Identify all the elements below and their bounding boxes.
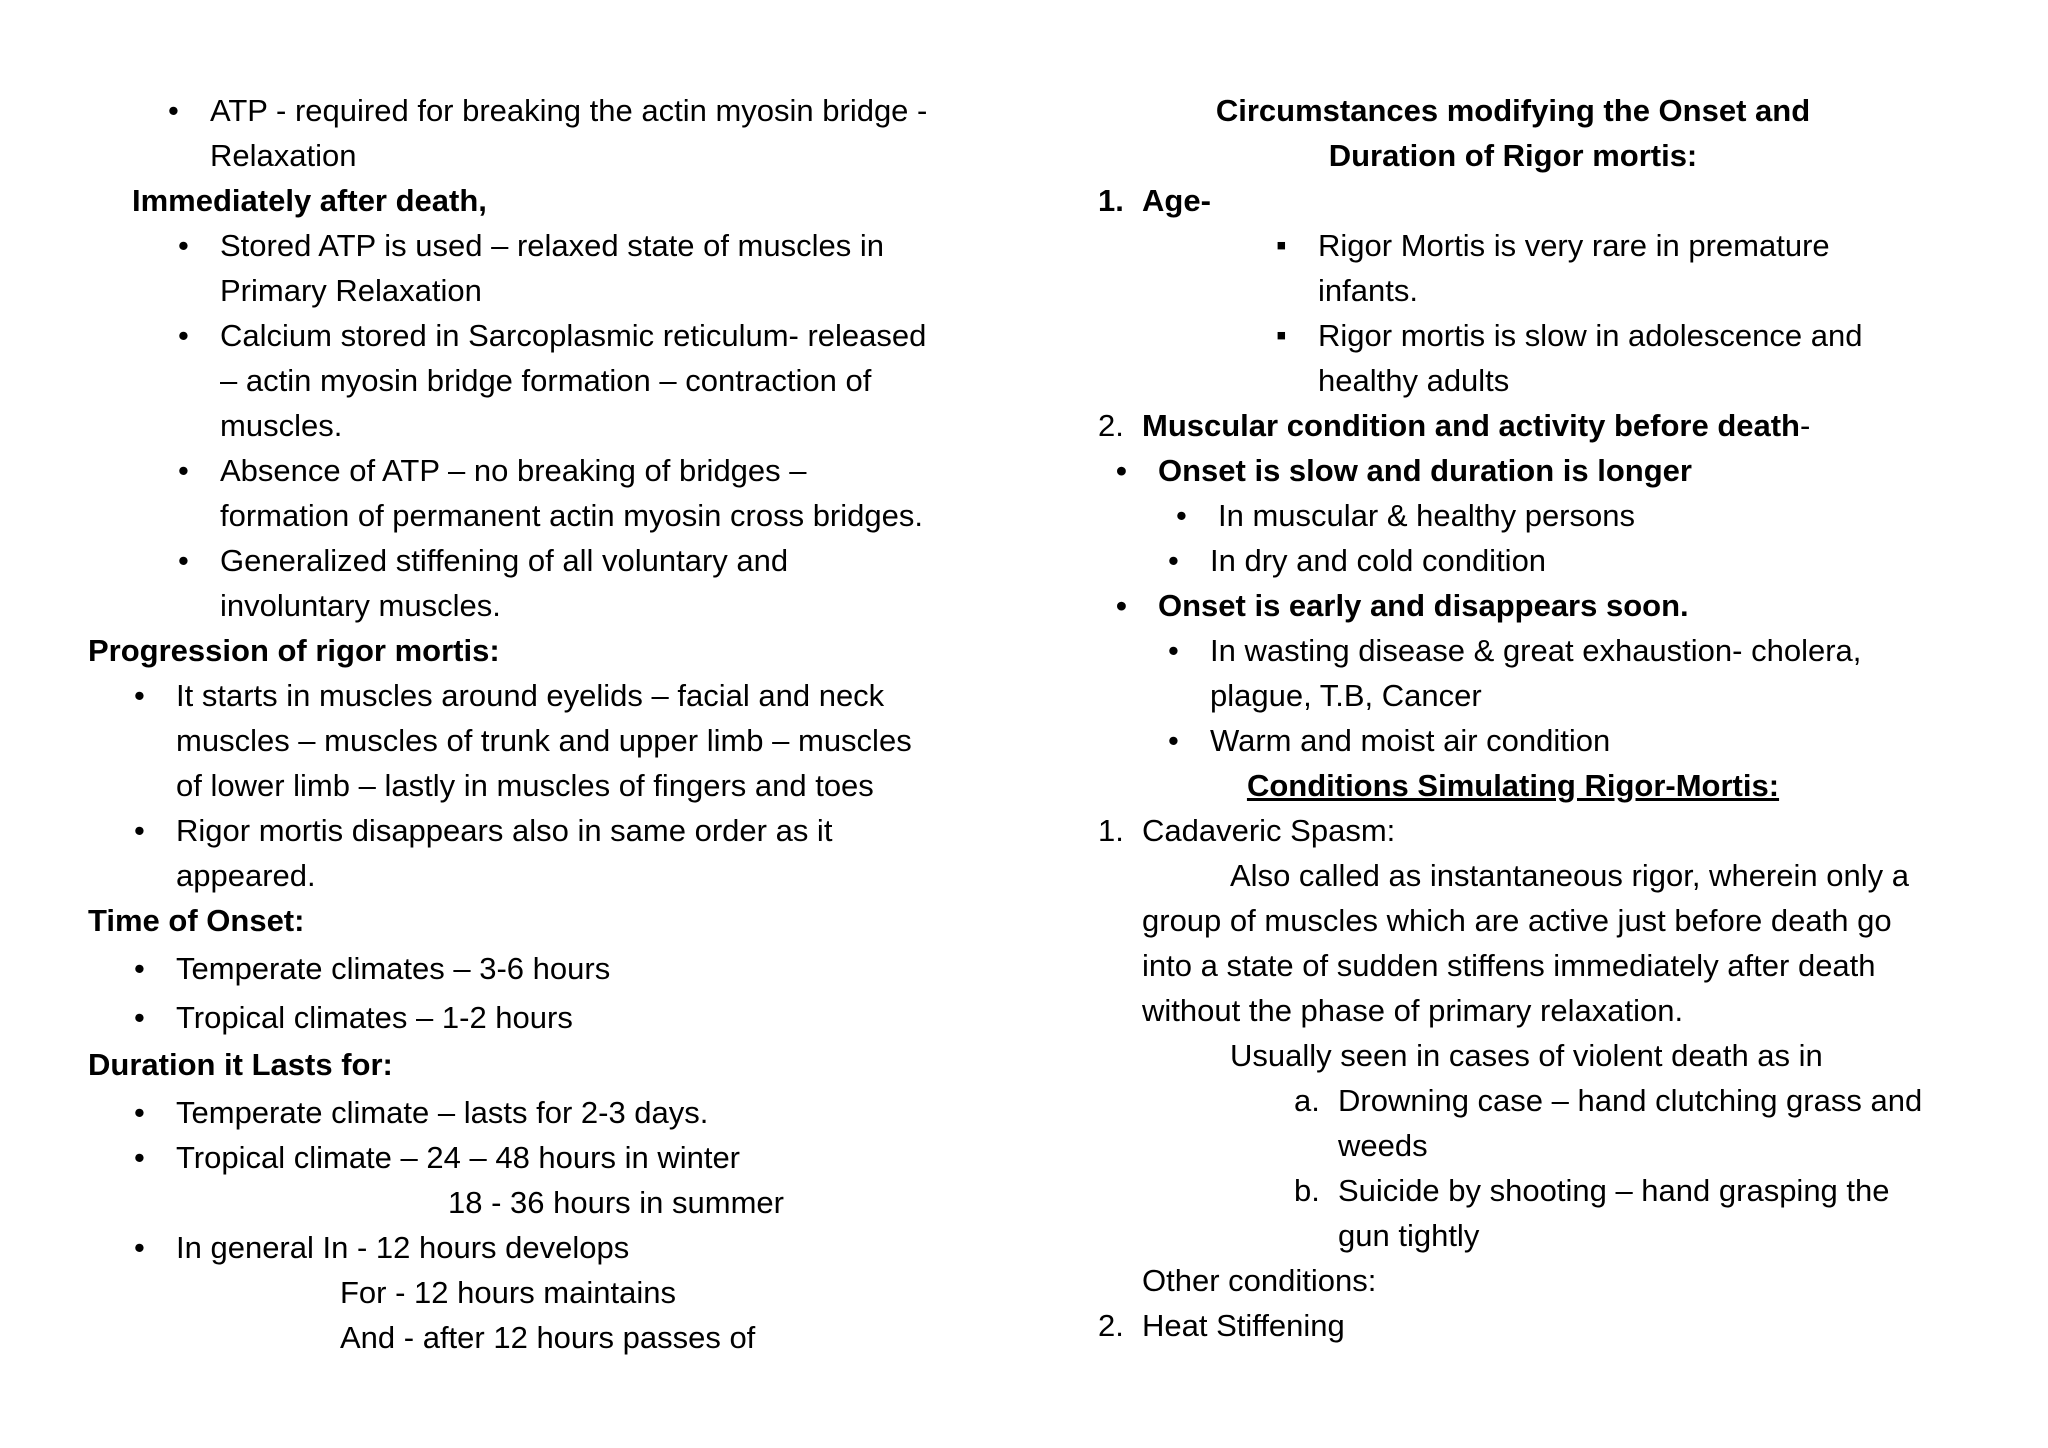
duration-item-general: • In general In - 12 hours develops — [176, 1225, 629, 1270]
muscular-heading — [1142, 403, 1810, 448]
cadaveric-label: Cadaveric Spasm: — [1142, 813, 1396, 848]
cadaveric-para-2: Usually seen in cases of violent death as in — [1230, 1038, 1823, 1073]
simulating-heading: Conditions Simulating Rigor-Mortis: — [1246, 768, 1780, 803]
slow-onset-item-1: • In muscular & healthy persons — [1218, 493, 1635, 538]
duration-heading: Duration it Lasts for: — [88, 1047, 393, 1082]
example-b-line-2: gun tightly — [1338, 1218, 1480, 1253]
progression-item-2-line-1: • Rigor mortis disappears also in same order as it — [176, 808, 832, 853]
cadaveric-para-line-3: into a state of sudden stiffens immediately after death — [1142, 948, 1876, 983]
progression-item-2-line-2: appeared. — [176, 858, 316, 893]
duration-item-general-and: And - after 12 hours passes of — [340, 1320, 756, 1355]
immediately-heading: Immediately after death, — [132, 183, 487, 218]
onset-heading: Time of Onset: — [88, 903, 305, 938]
age-label: Age- — [1142, 183, 1211, 218]
example-a-line-2: weeds — [1338, 1128, 1428, 1163]
example-a-line-1: Drowning case – hand clutching grass and — [1338, 1083, 1923, 1118]
age-item-2-line-1: ▪ Rigor mortis is slow in adolescence and — [1318, 313, 1862, 358]
duration-item-general-for: For - 12 hours maintains — [340, 1275, 676, 1310]
immediately-item-3-line-2: formation of permanent actin myosin cross bridges. — [220, 498, 923, 533]
progression-item-1-line-2: muscles – muscles of trunk and upper limb – muscles — [176, 723, 912, 758]
right-title-line-2: Duration of Rigor mortis: — [1328, 138, 1698, 173]
slow-onset-heading: • Onset is slow and duration is longer — [1158, 448, 1692, 493]
immediately-item-2-line-1: • Calcium stored in Sarcoplasmic reticulum- released — [220, 313, 926, 358]
example-a-marker: a. — [1294, 1083, 1320, 1118]
atp-bullet-line-1: • ATP - required for breaking the actin myosin bridge - — [210, 88, 927, 133]
onset-item-temperate: • Temperate climates – 3-6 hours — [176, 946, 610, 991]
example-b-line-1: Suicide by shooting – hand grasping the — [1338, 1173, 1890, 1208]
cadaveric-para-line-1: Also called as instantaneous rigor, wherein only a — [1230, 858, 1909, 893]
early-onset-item-1-line-1: • In wasting disease & great exhaustion- cholera, — [1210, 628, 1861, 673]
age-item-2-line-2: healthy adults — [1318, 363, 1510, 398]
duration-item-tropical: • Tropical climate – 24 – 48 hours in winter — [176, 1135, 740, 1180]
muscular-suffix: - — [1800, 408, 1811, 443]
immediately-item-3-line-1: • Absence of ATP – no breaking of bridges – — [220, 448, 807, 493]
immediately-item-1-line-1: • Stored ATP is used – relaxed state of muscles in — [220, 223, 884, 268]
early-onset-item-1-line-2: plague, T.B, Cancer — [1210, 678, 1482, 713]
right-title-line-1: Circumstances modifying the Onset and — [1215, 93, 1811, 128]
onset-item-tropical: • Tropical climates – 1-2 hours — [176, 995, 573, 1040]
early-onset-heading: • Onset is early and disappears soon. — [1158, 583, 1689, 628]
progression-item-1-line-3: of lower limb – lastly in muscles of fingers and toes — [176, 768, 874, 803]
cadaveric-number: 1. — [1098, 813, 1124, 848]
other-conditions: Other conditions: — [1142, 1263, 1377, 1298]
age-item-1-line-2: infants. — [1318, 273, 1418, 308]
heat-number: 2. — [1098, 1308, 1124, 1343]
progression-heading: Progression of rigor mortis: — [88, 633, 500, 668]
progression-item-1-line-1: • It starts in muscles around eyelids – facial and neck — [176, 673, 884, 718]
duration-item-tropical-summer: 18 - 36 hours in summer — [448, 1185, 784, 1220]
slow-onset-item-2: • In dry and cold condition — [1210, 538, 1546, 583]
immediately-item-4-line-2: involuntary muscles. — [220, 588, 501, 623]
immediately-item-4-line-1: • Generalized stiffening of all voluntary and — [220, 538, 788, 583]
immediately-item-1-line-2: Primary Relaxation — [220, 273, 482, 308]
immediately-item-2-line-3: muscles. — [220, 408, 343, 443]
duration-item-temperate: • Temperate climate – lasts for 2-3 days. — [176, 1090, 708, 1135]
muscular-label: Muscular condition and activity before death — [1142, 408, 1800, 443]
atp-bullet-line-2: Relaxation — [210, 138, 357, 173]
age-number: 1. — [1098, 183, 1124, 218]
early-onset-item-2: • Warm and moist air condition — [1210, 718, 1610, 763]
heat-label: Heat Stiffening — [1142, 1308, 1345, 1343]
muscular-number: 2. — [1098, 408, 1124, 443]
age-item-1-line-1: ▪ Rigor Mortis is very rare in premature — [1318, 223, 1830, 268]
immediately-item-2-line-2: – actin myosin bridge formation – contraction of — [220, 363, 872, 398]
cadaveric-para-line-4: without the phase of primary relaxation. — [1142, 993, 1684, 1028]
cadaveric-para-line-2: group of muscles which are active just before death go — [1142, 903, 1892, 938]
example-b-marker: b. — [1294, 1173, 1320, 1208]
